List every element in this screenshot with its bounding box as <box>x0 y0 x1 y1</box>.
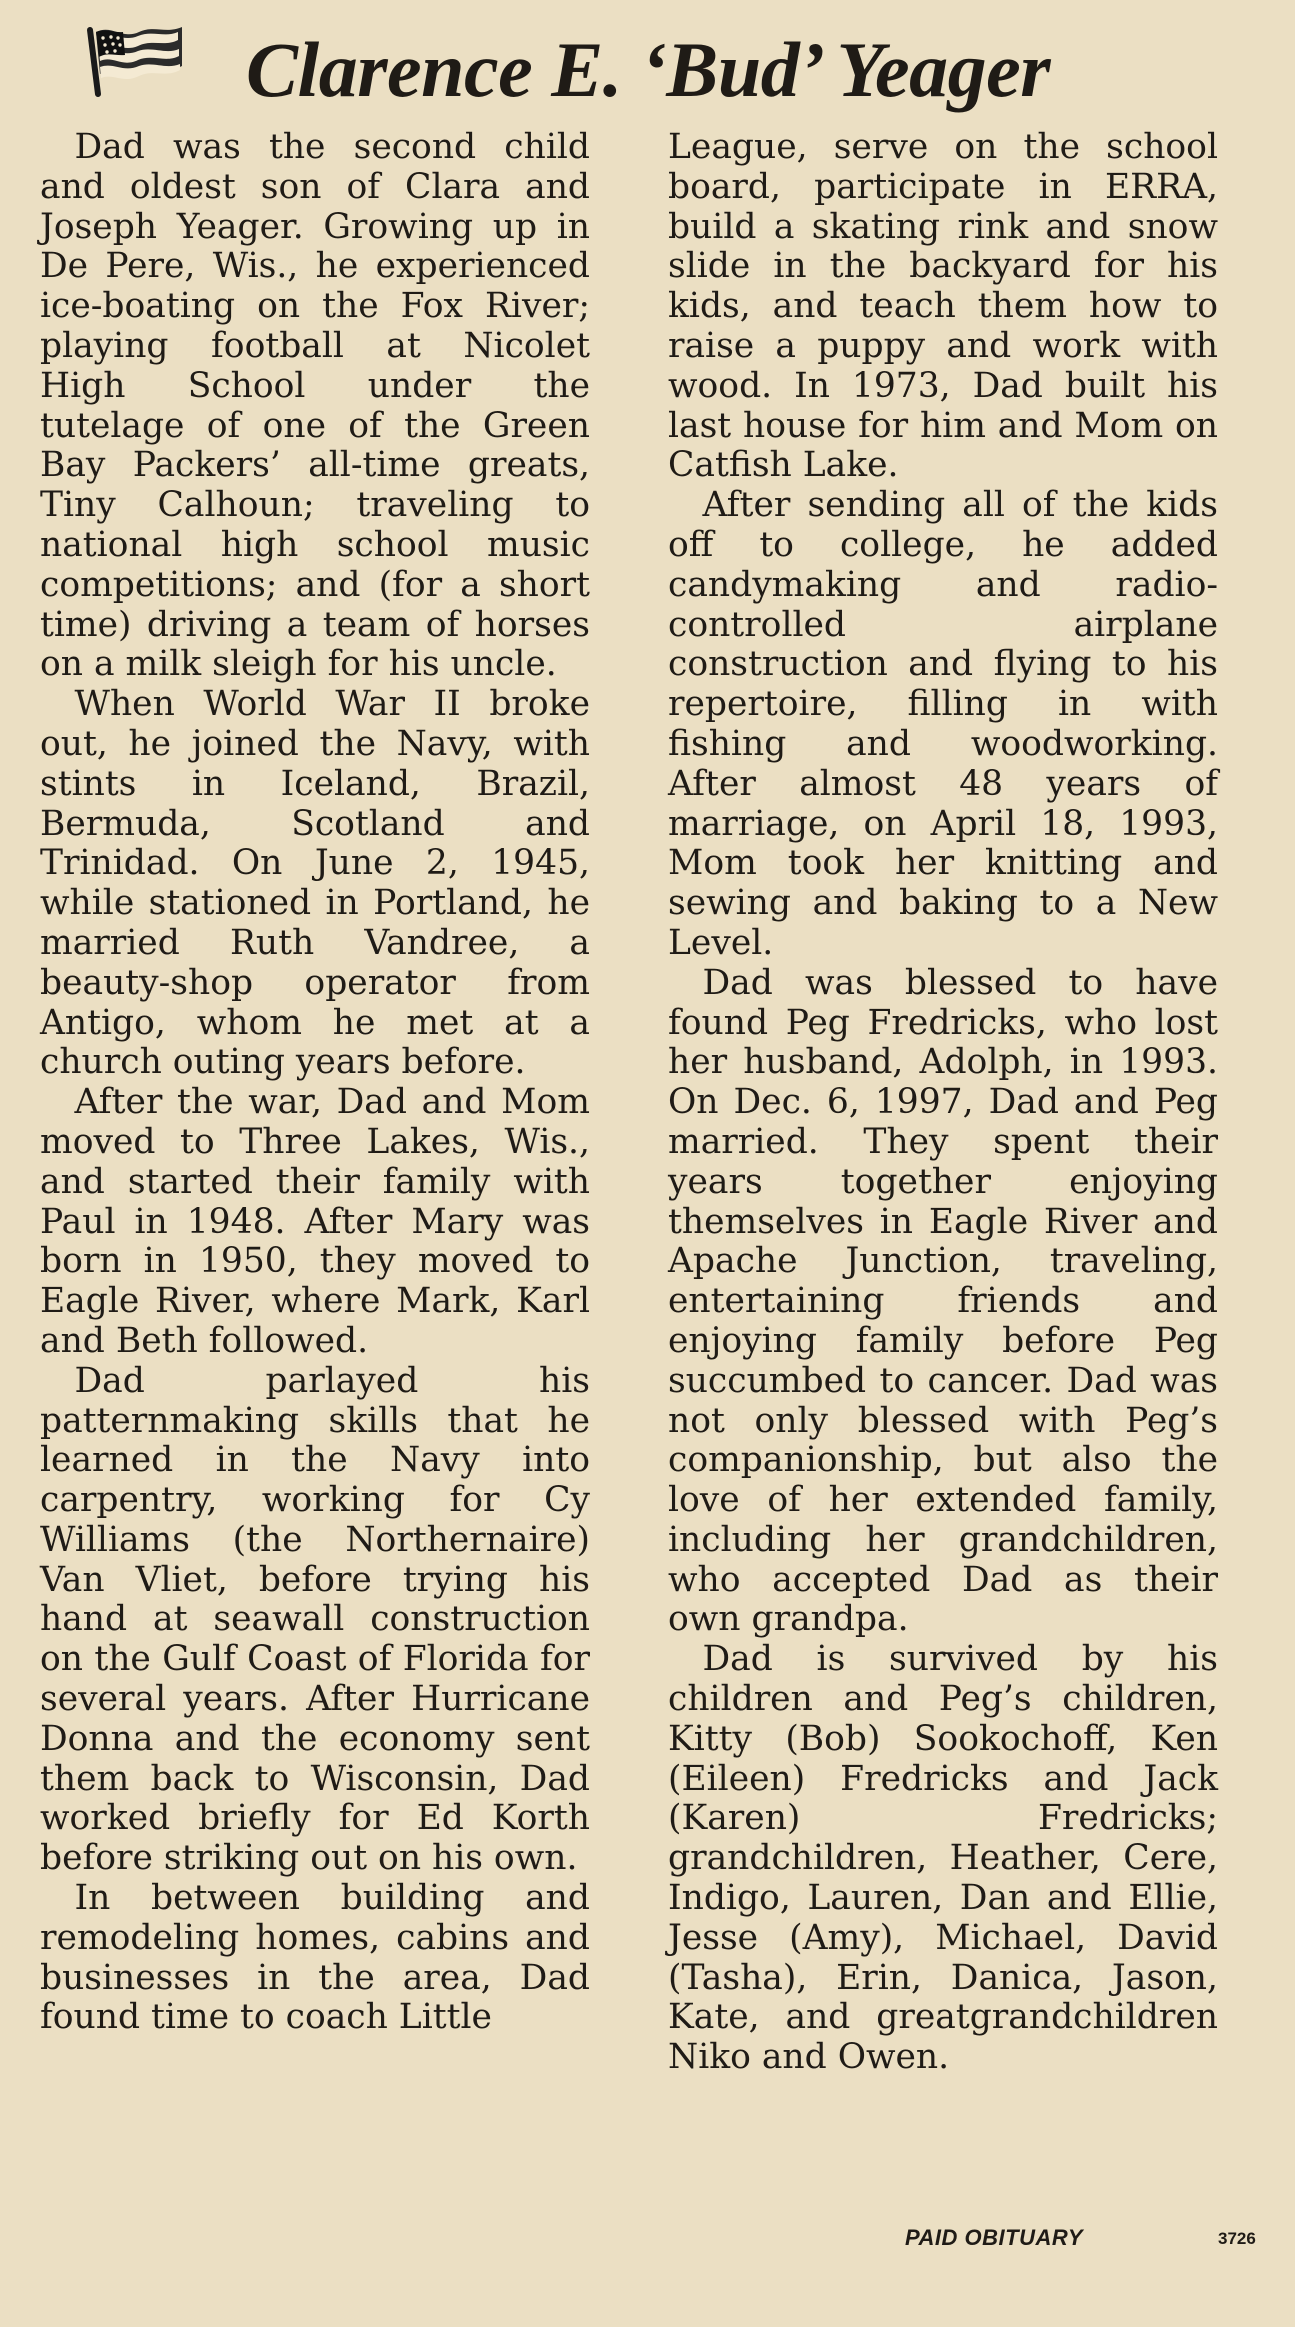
right-column <box>668 128 1218 2078</box>
paragraph-survivors: Dad is survived by his children and Peg’s children, Kitty (Bob) Sookochoff, Ken (Eileen) Fredricks and Jack (Karen) Fredricks; grandchildren, Heather, Cere, Indigo, Lauren, Dan and Ellie, Jesse (Amy), Michael, David (Tasha), Erin, Danica, Jason, Kate, and greatgrandchildren Niko and Owen. <box>668 1639 1218 2078</box>
paragraph-navy: When World War II broke out, he joined the Navy, with stints in Iceland, Brazil, Bermuda, Scotland and Trinidad. On June 2, 1945, while stationed in Portland, he married Ruth Vandree, a beauty-shop operator from Antigo, whom he met at a church outing years before. <box>40 684 590 1083</box>
obituary-footer <box>850 2225 1270 2265</box>
paragraph-peg: Dad was blessed to have found Peg Fredricks, who lost her husband, Adolph, in 1993. On Dec. 6, 1997, Dad and Peg married. They spent their years together enjoying themselves in Eagle River and Apache Junction, traveling, entertaining friends and enjoying family before Peg succumbed to cancer. Dad was not only blessed with Peg’s companionship, but also the love of her extended family, including her grandchildren, who accepted Dad as their own grandpa. <box>668 962 1218 1640</box>
paid-obituary-label: PAID OBITUARY <box>905 2225 1084 2250</box>
flag-icon <box>78 22 186 98</box>
obituary-header <box>78 20 1218 125</box>
obituary-title: Clarence E. ‘Bud’ Yeager <box>246 26 1051 113</box>
paragraph-career: Dad parlayed his patternmaking skills that he learned in the Navy into carpentry, working for Cy Williams (the Northernaire) Van Vliet, before trying his hand at seawall construction on the Gulf Coast of Florida for several years. After Hurricane Donna and the economy sent them back to Wisconsin, Dad worked briefly for Ed Korth before striking out on his own. <box>40 1360 590 1879</box>
left-column <box>40 128 590 2038</box>
paragraph-family-start: After the war, Dad and Mom moved to Three Lakes, Wis., and started their family with Paul in 1948. After Mary was born in 1950, they moved to Eagle River, where Mark, Karl and Beth followed. <box>40 1082 590 1361</box>
paragraph-childhood: Dad was the second child and oldest son of Clara and Joseph Yeager. Growing up in De Pere, Wis., he experienced ice-boating on the Fox River; playing football at Nicolet High School under the tutelage of one of the Green Bay Packers’ all-time greats, Tiny Calhoun; traveling to national high school music competitions; and (for a short time) driving a team of horses on a milk sleigh for his uncle. <box>40 127 590 685</box>
paragraph-building-homes: In between building and remodeling homes, cabins and businesses in the area, Dad found time to coach Little <box>40 1878 590 2038</box>
paragraph-community: League, serve on the school board, participate in ERRA, build a skating rink and snow slide in the backyard for his kids, and teach them how to raise a puppy and work with wood. In 1973, Dad built his last house for him and Mom on Catfish Lake. <box>668 127 1218 486</box>
paragraph-retirement: After sending all of the kids off to college, he added candymaking and radio-controlled airplane construction and flying to his repertoire, filling in with fishing and woodworking. After almost 48 years of marriage, on April 18, 1993, Mom took her knitting and sewing and baking to a New Level. <box>668 485 1218 963</box>
reference-code: 3726 <box>1218 2229 1256 2248</box>
